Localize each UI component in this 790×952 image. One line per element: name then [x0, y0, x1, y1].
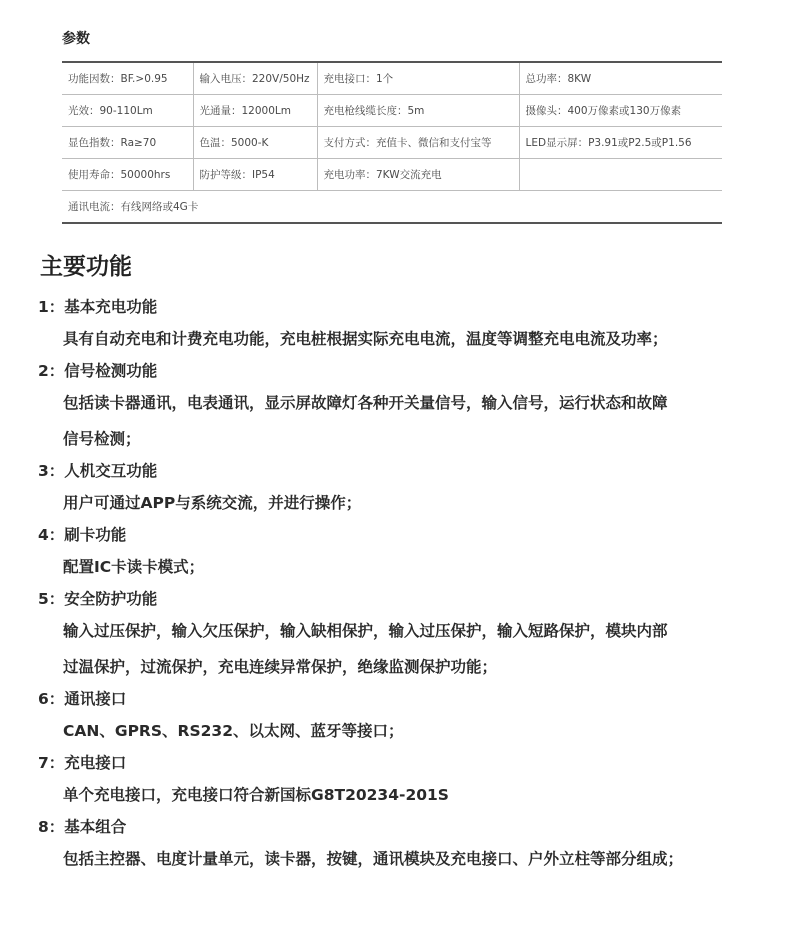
feature-title: 3：人机交互功能 [38, 462, 158, 480]
feature-title: 8：基本组合 [38, 818, 127, 836]
feature-item [38, 297, 778, 357]
params-cell: 显色指数：Ra≥70 [62, 127, 193, 159]
params-row [62, 191, 722, 224]
feature-item [38, 361, 778, 457]
params-cell: 支付方式：充值卡、微信和支付宝等 [317, 127, 519, 159]
feature-description-line: 信号检测； [63, 430, 141, 448]
params-cell: 色温：5000-K [193, 127, 317, 159]
params-cell: 光效：90-110Lm [62, 95, 193, 127]
feature-item [38, 589, 778, 685]
params-cell: 防护等级：IP54 [193, 159, 317, 191]
params-cell: 功能因数：BF.>0.95 [62, 62, 193, 95]
feature-title: 4：刷卡功能 [38, 526, 127, 544]
feature-description-line: 用户可通过APP与系统交流，并进行操作； [63, 494, 362, 512]
feature-title: 6：通讯接口 [38, 690, 127, 708]
params-table [62, 61, 722, 224]
params-cell: 充电枪线缆长度：5m [317, 95, 519, 127]
feature-item [38, 689, 778, 749]
feature-description [38, 485, 778, 521]
params-cell: 光通量：12000Lm [193, 95, 317, 127]
feature-item [38, 753, 778, 813]
feature-description [38, 321, 778, 357]
params-cell: 总功率：8KW [519, 62, 722, 95]
feature-title: 7：充电接口 [38, 754, 127, 772]
params-title: 参数 [62, 31, 90, 47]
feature-description [38, 549, 778, 585]
features-heading: 主要功能 [40, 254, 132, 280]
feature-description-line: 过温保护，过流保护，充电连续异常保护，绝缘监测保护功能； [63, 658, 498, 676]
params-cell: 输入电压：220V/50Hz [193, 62, 317, 95]
params-row [62, 95, 722, 127]
params-row [62, 127, 722, 159]
params-cell: LED显示屏：P3.91或P2.5或P1.56 [519, 127, 722, 159]
params-row [62, 159, 722, 191]
feature-description [38, 385, 778, 457]
feature-title: 2：信号检测功能 [38, 362, 158, 380]
feature-description-line: 配置IC卡读卡模式； [63, 558, 205, 576]
feature-description-line: 包括主控器、电度计量单元，读卡器，按键，通讯模块及充电接口、户外立柱等部分组成； [63, 850, 684, 868]
params-row [62, 62, 722, 95]
feature-description-line: 包括读卡器通讯，电表通讯，显示屏故障灯各种开关量信号，输入信号，运行状态和故障 [63, 394, 668, 412]
feature-description-line: 输入过压保护，输入欠压保护，输入缺相保护，输入过压保护，输入短路保护，模块内部 [63, 622, 668, 640]
params-cell [519, 159, 722, 191]
feature-description [38, 613, 778, 685]
feature-title: 5：安全防护功能 [38, 590, 158, 608]
params-cell: 充电功率：7KW交流充电 [317, 159, 519, 191]
feature-item [38, 461, 778, 521]
feature-title: 1：基本充电功能 [38, 298, 158, 316]
params-cell: 摄像头：400万像素或130万像素 [519, 95, 722, 127]
feature-description-line: 具有自动充电和计费充电功能，充电桩根据实际充电电流，温度等调整充电电流及功率； [63, 330, 668, 348]
params-cell: 充电接口：1个 [317, 62, 519, 95]
feature-item [38, 525, 778, 585]
features-list [38, 297, 778, 881]
params-cell: 使用寿命：50000hrs [62, 159, 193, 191]
feature-description [38, 841, 778, 877]
feature-description-line: CAN、GPRS、RS232、以太网、蓝牙等接口； [63, 722, 404, 740]
feature-description [38, 777, 778, 813]
feature-description [38, 713, 778, 749]
params-cell-communication: 通讯电流：有线网络或4G卡 [62, 191, 722, 224]
feature-description-line: 单个充电接口，充电接口符合新国标G8T20234-201S [63, 786, 449, 804]
feature-item [38, 817, 778, 877]
